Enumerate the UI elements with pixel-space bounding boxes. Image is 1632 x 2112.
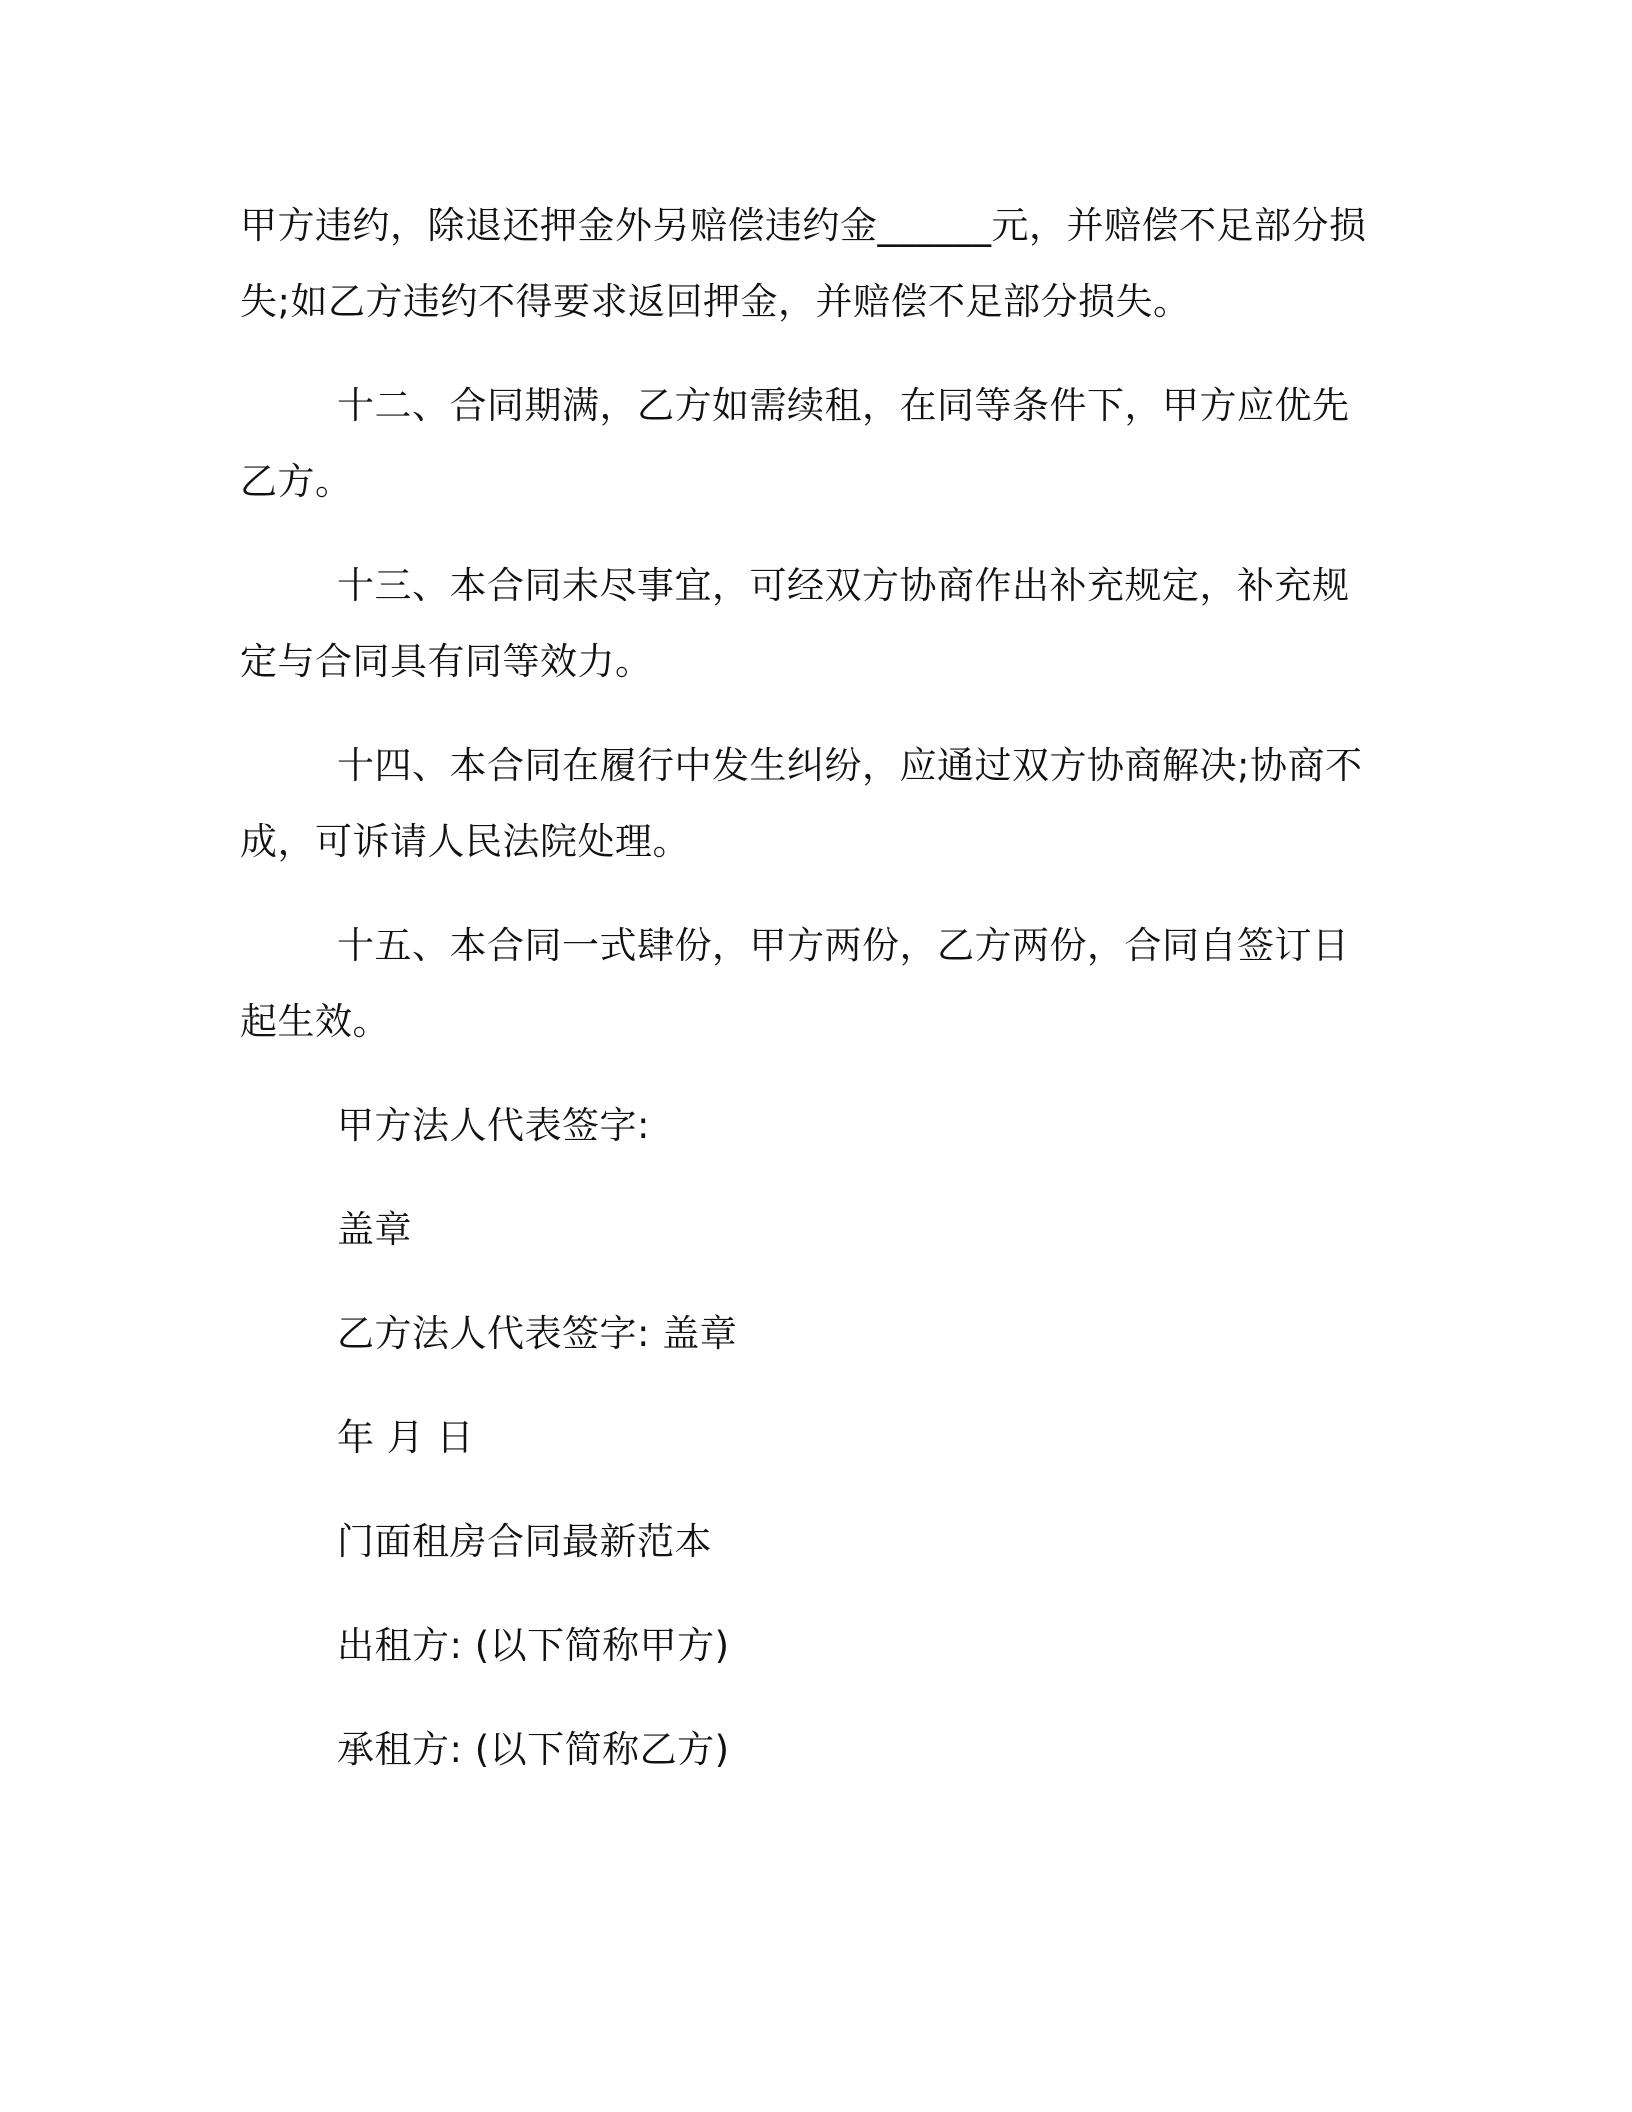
lessor-line: 出租方: (以下简称甲方) [337, 1624, 730, 1667]
paragraph-clause-13: 十三、本合同未尽事宜，可经双方协商作出补充规定，补充规定与合同具有同等效力。 [240, 564, 1350, 683]
paragraph-clause-14: 十四、本合同在履行中发生纠纷，应通过双方协商解决;协商不成，可诉请人民法院处理。 [240, 744, 1363, 863]
paragraph-clause-15: 十五、本合同一式肆份，甲方两份，乙方两份，合同自签订日起生效。 [240, 924, 1350, 1043]
paragraph-clause-12: 十二、合同期满，乙方如需续租，在同等条件下，甲方应优先乙方。 [240, 384, 1350, 503]
paragraph-breach-clause: 甲方违约，除退还押金外另赔偿违约金______元，并赔偿不足部分损失;如乙方违约不得要求返回押金，并赔偿不足部分损失。 [240, 204, 1367, 323]
contract-title: 门面租房合同最新范本 [337, 1520, 712, 1563]
date-line: 年 月 日 [337, 1416, 475, 1459]
document-page [240, 188, 1375, 1816]
party-a-seal-line: 盖章 [337, 1208, 412, 1251]
party-b-signature-line: 乙方法人代表签字: 盖章 [337, 1312, 738, 1355]
lessee-line: 承租方: (以下简称乙方) [337, 1728, 730, 1771]
party-a-signature-line: 甲方法人代表签字: [337, 1104, 650, 1147]
